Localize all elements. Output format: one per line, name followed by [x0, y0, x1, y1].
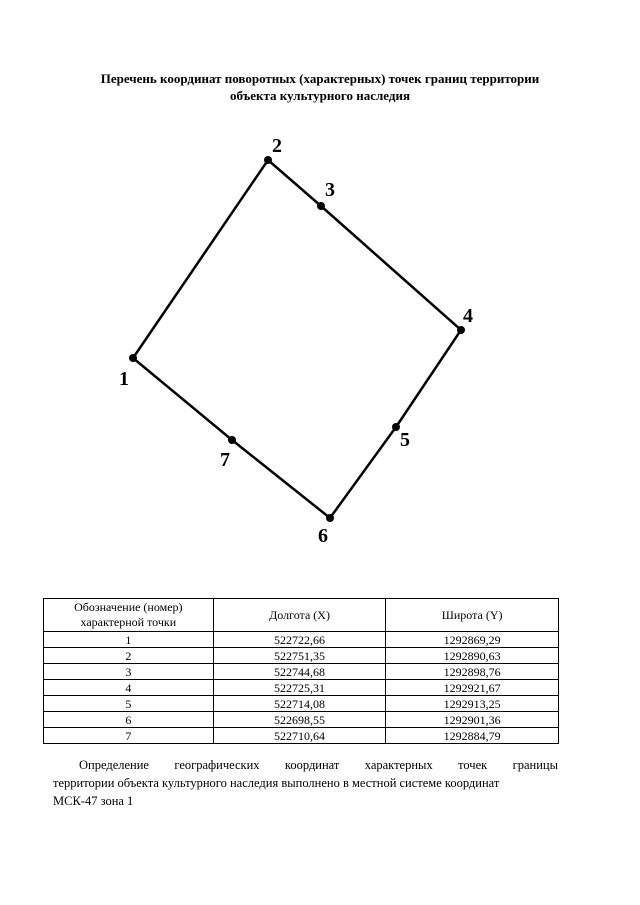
point-marker-5 — [392, 423, 400, 431]
point-label-5: 5 — [400, 429, 410, 451]
point-label-6: 6 — [318, 525, 328, 547]
cell-latitude: 1292884,79 — [386, 728, 559, 744]
cell-longitude: 522710,64 — [213, 728, 386, 744]
coordinates-table — [43, 598, 559, 744]
cell-longitude: 522722,66 — [213, 632, 386, 648]
cell-latitude: 1292921,67 — [386, 680, 559, 696]
note-line-1: Определение географических координат характерных точек границы — [79, 758, 558, 772]
point-marker-3 — [317, 202, 325, 210]
point-marker-1 — [129, 354, 137, 362]
table-row — [44, 712, 559, 728]
cell-point-number: 4 — [44, 680, 214, 696]
header-point-number: Обозначение (номер) характерной точки — [44, 599, 214, 632]
note-line-3: МСК-47 зона 1 — [53, 794, 134, 808]
table-row — [44, 664, 559, 680]
cell-longitude: 522725,31 — [213, 680, 386, 696]
title-line-2: объекта культурного наследия — [230, 88, 410, 103]
table-row — [44, 728, 559, 744]
cell-latitude: 1292869,29 — [386, 632, 559, 648]
point-marker-7 — [228, 436, 236, 444]
point-label-1: 1 — [119, 368, 129, 390]
cell-point-number: 1 — [44, 632, 214, 648]
table-row — [44, 648, 559, 664]
header-longitude: Долгота (X) — [213, 599, 386, 632]
table-header-row — [44, 599, 559, 632]
point-marker-2 — [264, 156, 272, 164]
point-label-2: 2 — [272, 135, 282, 157]
cell-longitude: 522714,08 — [213, 696, 386, 712]
table-row — [44, 680, 559, 696]
point-label-3: 3 — [325, 179, 335, 201]
cell-longitude: 522751,35 — [213, 648, 386, 664]
cell-latitude: 1292901,36 — [386, 712, 559, 728]
point-marker-4 — [457, 326, 465, 334]
table-row — [44, 632, 559, 648]
point-label-4: 4 — [463, 305, 473, 327]
table-row — [44, 696, 559, 712]
header-latitude: Широта (Y) — [386, 599, 559, 632]
cell-point-number: 5 — [44, 696, 214, 712]
cell-latitude: 1292898,76 — [386, 664, 559, 680]
cell-longitude: 522698,55 — [213, 712, 386, 728]
cell-latitude: 1292913,25 — [386, 696, 559, 712]
point-label-7: 7 — [220, 449, 230, 471]
cell-point-number: 2 — [44, 648, 214, 664]
cell-point-number: 7 — [44, 728, 214, 744]
note-line-2: территории объекта культурного наследия выполнено в местной системе координат — [53, 776, 500, 790]
boundary-polygon — [133, 160, 461, 518]
title-line-1: Перечень координат поворотных (характерных) точек границ территории — [100, 71, 540, 86]
cell-latitude: 1292890,63 — [386, 648, 559, 664]
cell-longitude: 522744,68 — [213, 664, 386, 680]
coordinate-system-note — [53, 756, 558, 810]
cell-point-number: 6 — [44, 712, 214, 728]
cell-point-number: 3 — [44, 664, 214, 680]
point-marker-6 — [326, 514, 334, 522]
